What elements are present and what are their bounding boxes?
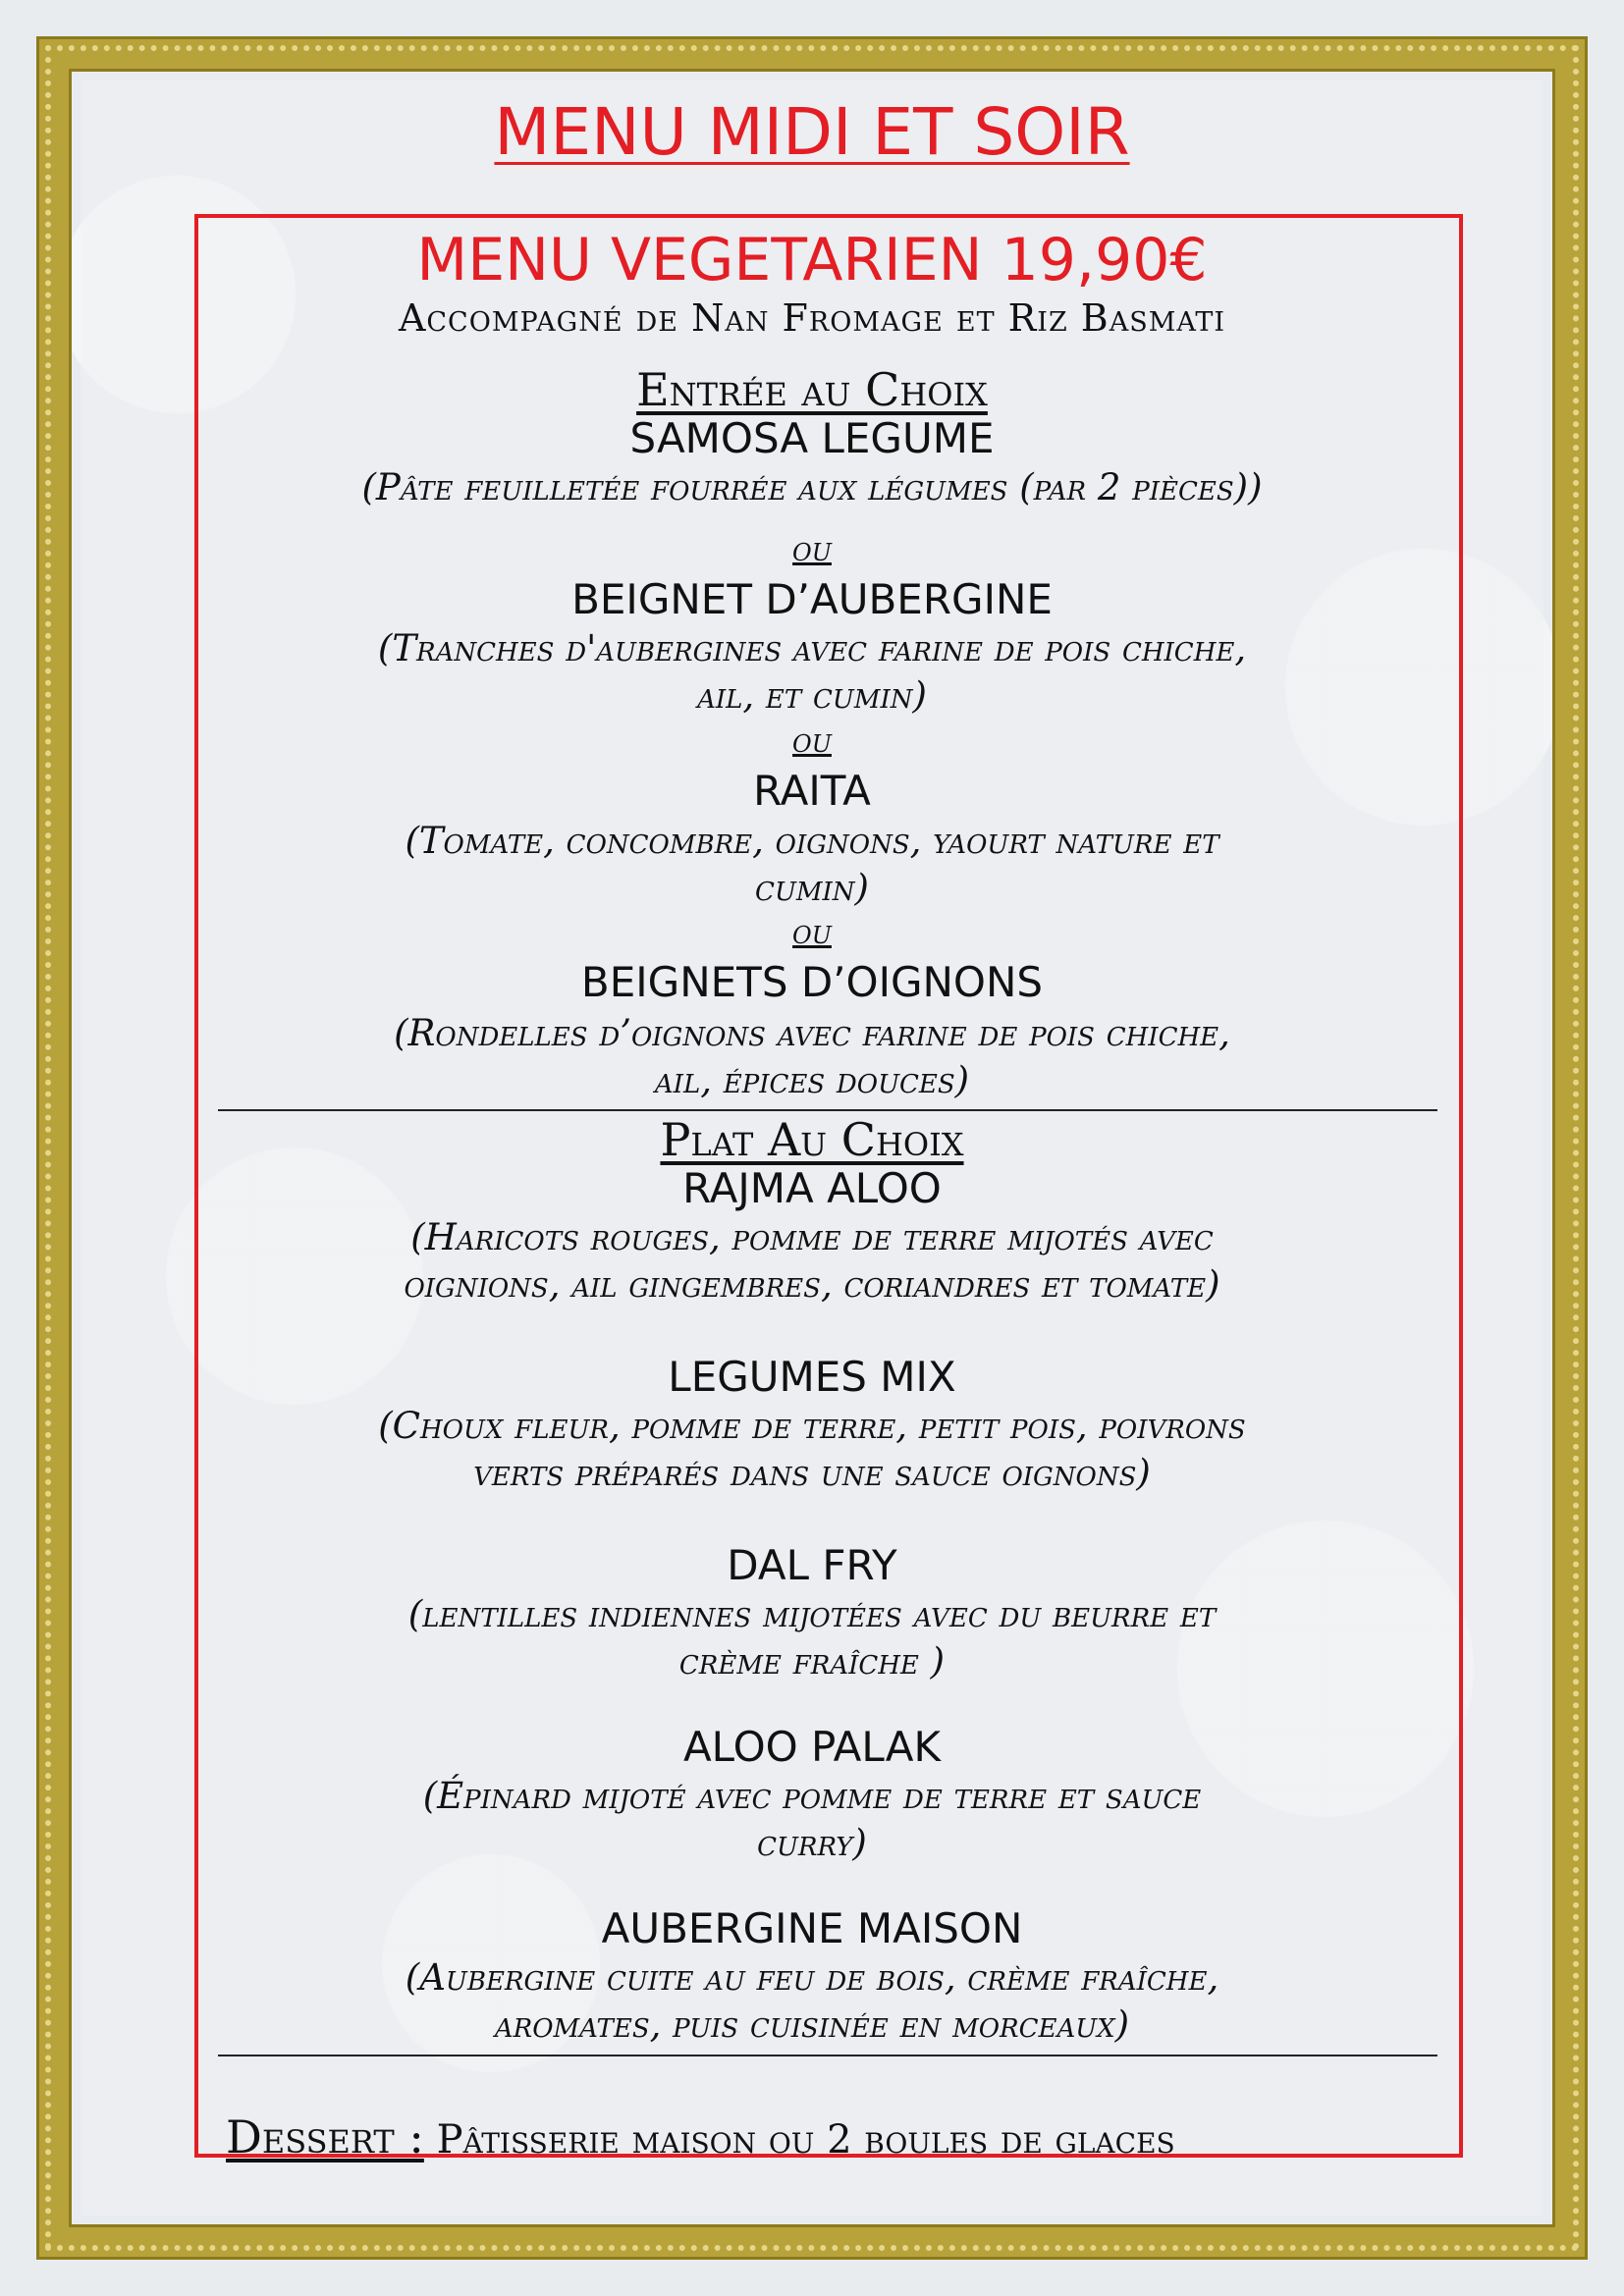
menu-title: MENU VEGETARIEN 19,90€ bbox=[416, 226, 1208, 294]
dish-description: (Tranches d'aubergines avec farine de pois chiche, bbox=[377, 627, 1247, 669]
dish-name: SAMOSA LEGUME bbox=[629, 414, 995, 462]
dish-name: BEIGNETS D’OIGNONS bbox=[580, 958, 1044, 1006]
section-divider bbox=[218, 1109, 1437, 1111]
dish-description: (Rondelles d’oignons avec farine de pois chiche, bbox=[394, 1012, 1230, 1054]
or-label: ou bbox=[792, 913, 832, 952]
dish-description: (Tomate, concombre, oignons, yaourt nature et bbox=[405, 820, 1219, 862]
dish-name: RAITA bbox=[753, 767, 871, 815]
dish-description: (Aubergine cuite au feu de bois, crème fraîche, bbox=[405, 1956, 1219, 1999]
dish-description: (Haricots rouges, pomme de terre mijotés avec bbox=[410, 1216, 1214, 1258]
dish-description: (Pâte feuilletée fourrée aux légumes (par 2 pièces)) bbox=[361, 466, 1263, 508]
dessert-label: Dessert : bbox=[226, 2110, 424, 2163]
section-divider bbox=[218, 2055, 1437, 2056]
dish-description: ail, et cumin) bbox=[697, 674, 927, 717]
dish-name: AUBERGINE MAISON bbox=[601, 1904, 1023, 1952]
dish-name: ALOO PALAK bbox=[682, 1723, 942, 1771]
or-label: ou bbox=[792, 721, 832, 761]
dish-description: ail, épices douces) bbox=[654, 1059, 970, 1101]
dish-name: LEGUMES MIX bbox=[668, 1353, 956, 1401]
dish-description: (Épinard mijoté avec pomme de terre et sauce bbox=[422, 1775, 1202, 1817]
dessert-text: Pâtisserie maison ou 2 boules de glaces bbox=[423, 2117, 1175, 2163]
dish-description: cumin) bbox=[755, 867, 869, 909]
dish-name: DAL FRY bbox=[727, 1541, 897, 1589]
dish-name: BEIGNET D’AUBERGINE bbox=[571, 575, 1053, 623]
entree-heading: Entrée au Choix bbox=[636, 363, 988, 416]
dish-name: RAJMA ALOO bbox=[682, 1164, 942, 1212]
or-label: ou bbox=[792, 530, 832, 569]
menu-subtitle: Accompagné de Nan Fromage et Riz Basmati bbox=[398, 296, 1226, 340]
dish-description: aromates, puis cuisinée en morceaux) bbox=[494, 2003, 1130, 2046]
dish-description: curry) bbox=[757, 1822, 867, 1864]
dessert-line bbox=[226, 2110, 1175, 2163]
dish-description: (lentilles indiennes mijotées avec du beurre et bbox=[407, 1593, 1217, 1635]
dish-description: (Choux fleur, pomme de terre, petit pois, poivrons bbox=[378, 1405, 1246, 1447]
dish-description: crème fraîche ) bbox=[678, 1640, 946, 1682]
page-title: MENU MIDI ET SOIR bbox=[494, 94, 1130, 170]
dish-description: oignions, ail gingembres, coriandres et tomate) bbox=[404, 1263, 1220, 1306]
dish-description: verts préparés dans une sauce oignons) bbox=[473, 1452, 1151, 1494]
plat-heading: Plat Au Choix bbox=[660, 1113, 964, 1166]
